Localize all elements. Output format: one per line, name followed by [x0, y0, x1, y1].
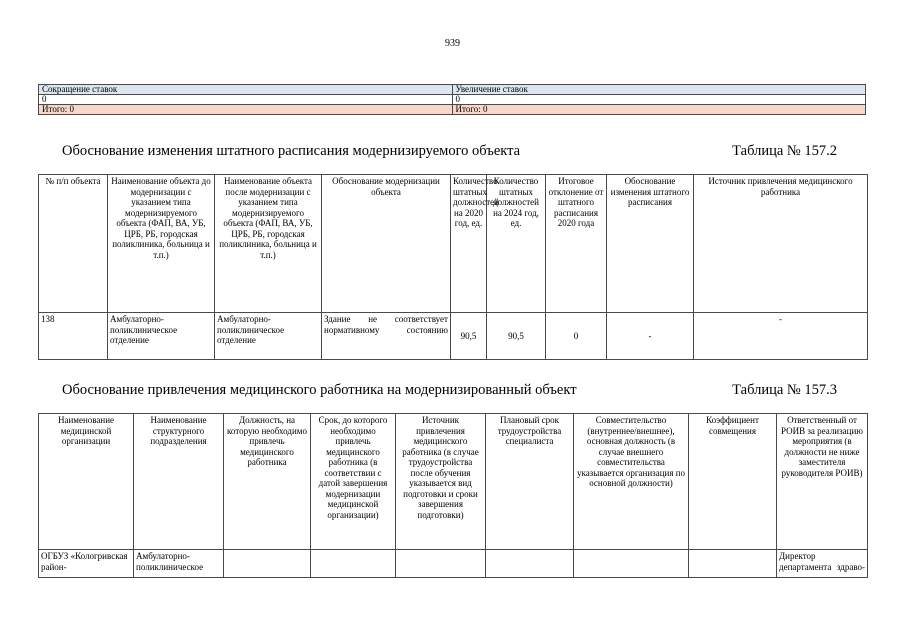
increase-value: 0: [452, 95, 866, 105]
combination-cell: [574, 550, 689, 578]
col-combination-type: Совместительство (внутреннее/внешнее), основная должность (в случае внешнего совместительства указывается организация по основной должности): [574, 414, 689, 550]
justification-value: -: [607, 313, 694, 360]
col-worker-source: Источник привлечения медицинского работника: [694, 175, 868, 313]
col-object-number: № п/п объекта: [39, 175, 108, 313]
reduction-header: Сокращение ставок: [39, 85, 453, 95]
col-deviation: Итоговое отклонение от штатного расписания 2020 года: [546, 175, 607, 313]
table2-title: Обоснование привлечения медицинского работника на модернизированный объект: [62, 382, 577, 398]
col-recruitment-source: Источник привлечения медицинского работника (в случае трудоустройства после обучения указывается вид подготовки и сроки завершения подготовки): [396, 414, 486, 550]
summary-total-row: [39, 105, 866, 115]
planned-hiring-cell: [486, 550, 574, 578]
worker-source-value: -: [694, 313, 868, 360]
col-modernization-reason: Обоснование модернизации объекта: [322, 175, 451, 313]
position-cell: [224, 550, 311, 578]
increase-total: Итого: 0: [452, 105, 866, 115]
object-number: 138: [39, 313, 108, 360]
structural-unit-name: Амбулаторно-поликлиническое: [134, 550, 224, 578]
col-responsible-official: Ответственный от РОИВ за реализацию мероприятия (в должности не ниже заместителя руководителя РОИВ): [777, 414, 868, 550]
table1-header-row: [39, 175, 868, 313]
deviation-value: 0: [546, 313, 607, 360]
summary-value-row: [39, 95, 866, 105]
increase-header: Увеличение ставок: [452, 85, 866, 95]
reduction-value: 0: [39, 95, 453, 105]
staff-2020-value: 90,5: [451, 313, 487, 360]
col-combination-coefficient: Коэффициент совмещения: [689, 414, 777, 550]
col-position: Должность, на которую необходимо привлечь медицинского работника: [224, 414, 311, 550]
coefficient-cell: [689, 550, 777, 578]
responsible-official-value: Директор департамента здраво-: [777, 550, 868, 578]
recruitment-source-cell: [396, 550, 486, 578]
object-before: Амбулаторно-поликлиническое отделение: [108, 313, 215, 360]
col-change-justification: Обоснование изменения штатного расписания: [607, 175, 694, 313]
table-row: [39, 313, 868, 360]
staffing-justification-table: [38, 174, 868, 360]
object-after: Амбулаторно-поликлиническое отделение: [215, 313, 322, 360]
table2-header-row: [39, 414, 868, 550]
col-organization: Наименование медицинской организации: [39, 414, 134, 550]
staff-change-summary-table: [38, 84, 866, 115]
page-number: 939: [445, 38, 460, 49]
deadline-cell: [311, 550, 396, 578]
summary-header-row: [39, 85, 866, 95]
table1-number: Таблица № 157.2: [732, 143, 837, 159]
organization-name: ОГБУЗ «Кологривская район-: [39, 550, 134, 578]
col-staff-2024: Количество штатных должностей на 2024 год, ед.: [487, 175, 546, 313]
col-planned-hiring-date: Плановый срок трудоустройства специалиста: [486, 414, 574, 550]
col-staff-2020: Количество штатных должностей на 2020 год, ед.: [451, 175, 487, 313]
table-row: [39, 550, 868, 578]
col-structural-unit: Наименование структурного подразделения: [134, 414, 224, 550]
col-name-before: Наименование объекта до модернизации с указанием типа модернизируемого объекта (ФАП, ВА, УБ, ЦРБ, РБ, городская поликлиника, больница и т.п.): [108, 175, 215, 313]
staff-2024-value: 90,5: [487, 313, 546, 360]
col-deadline: Срок, до которого необходимо привлечь медицинского работника (в соответствии с датой завершения модернизации медицинской организации): [311, 414, 396, 550]
reduction-total: Итого: 0: [39, 105, 453, 115]
table1-title: Обоснование изменения штатного расписания модернизируемого объекта: [62, 143, 521, 159]
worker-recruitment-table: [38, 413, 868, 578]
modernization-reason: Здание не соответствует нормативному состоянию: [322, 313, 451, 360]
table2-number: Таблица № 157.3: [732, 382, 837, 398]
col-name-after: Наименование объекта после модернизации с указанием типа модернизируемого объекта (ФАП, ВА, УБ, ЦРБ, РБ, городская поликлиника, больница и т.п.): [215, 175, 322, 313]
